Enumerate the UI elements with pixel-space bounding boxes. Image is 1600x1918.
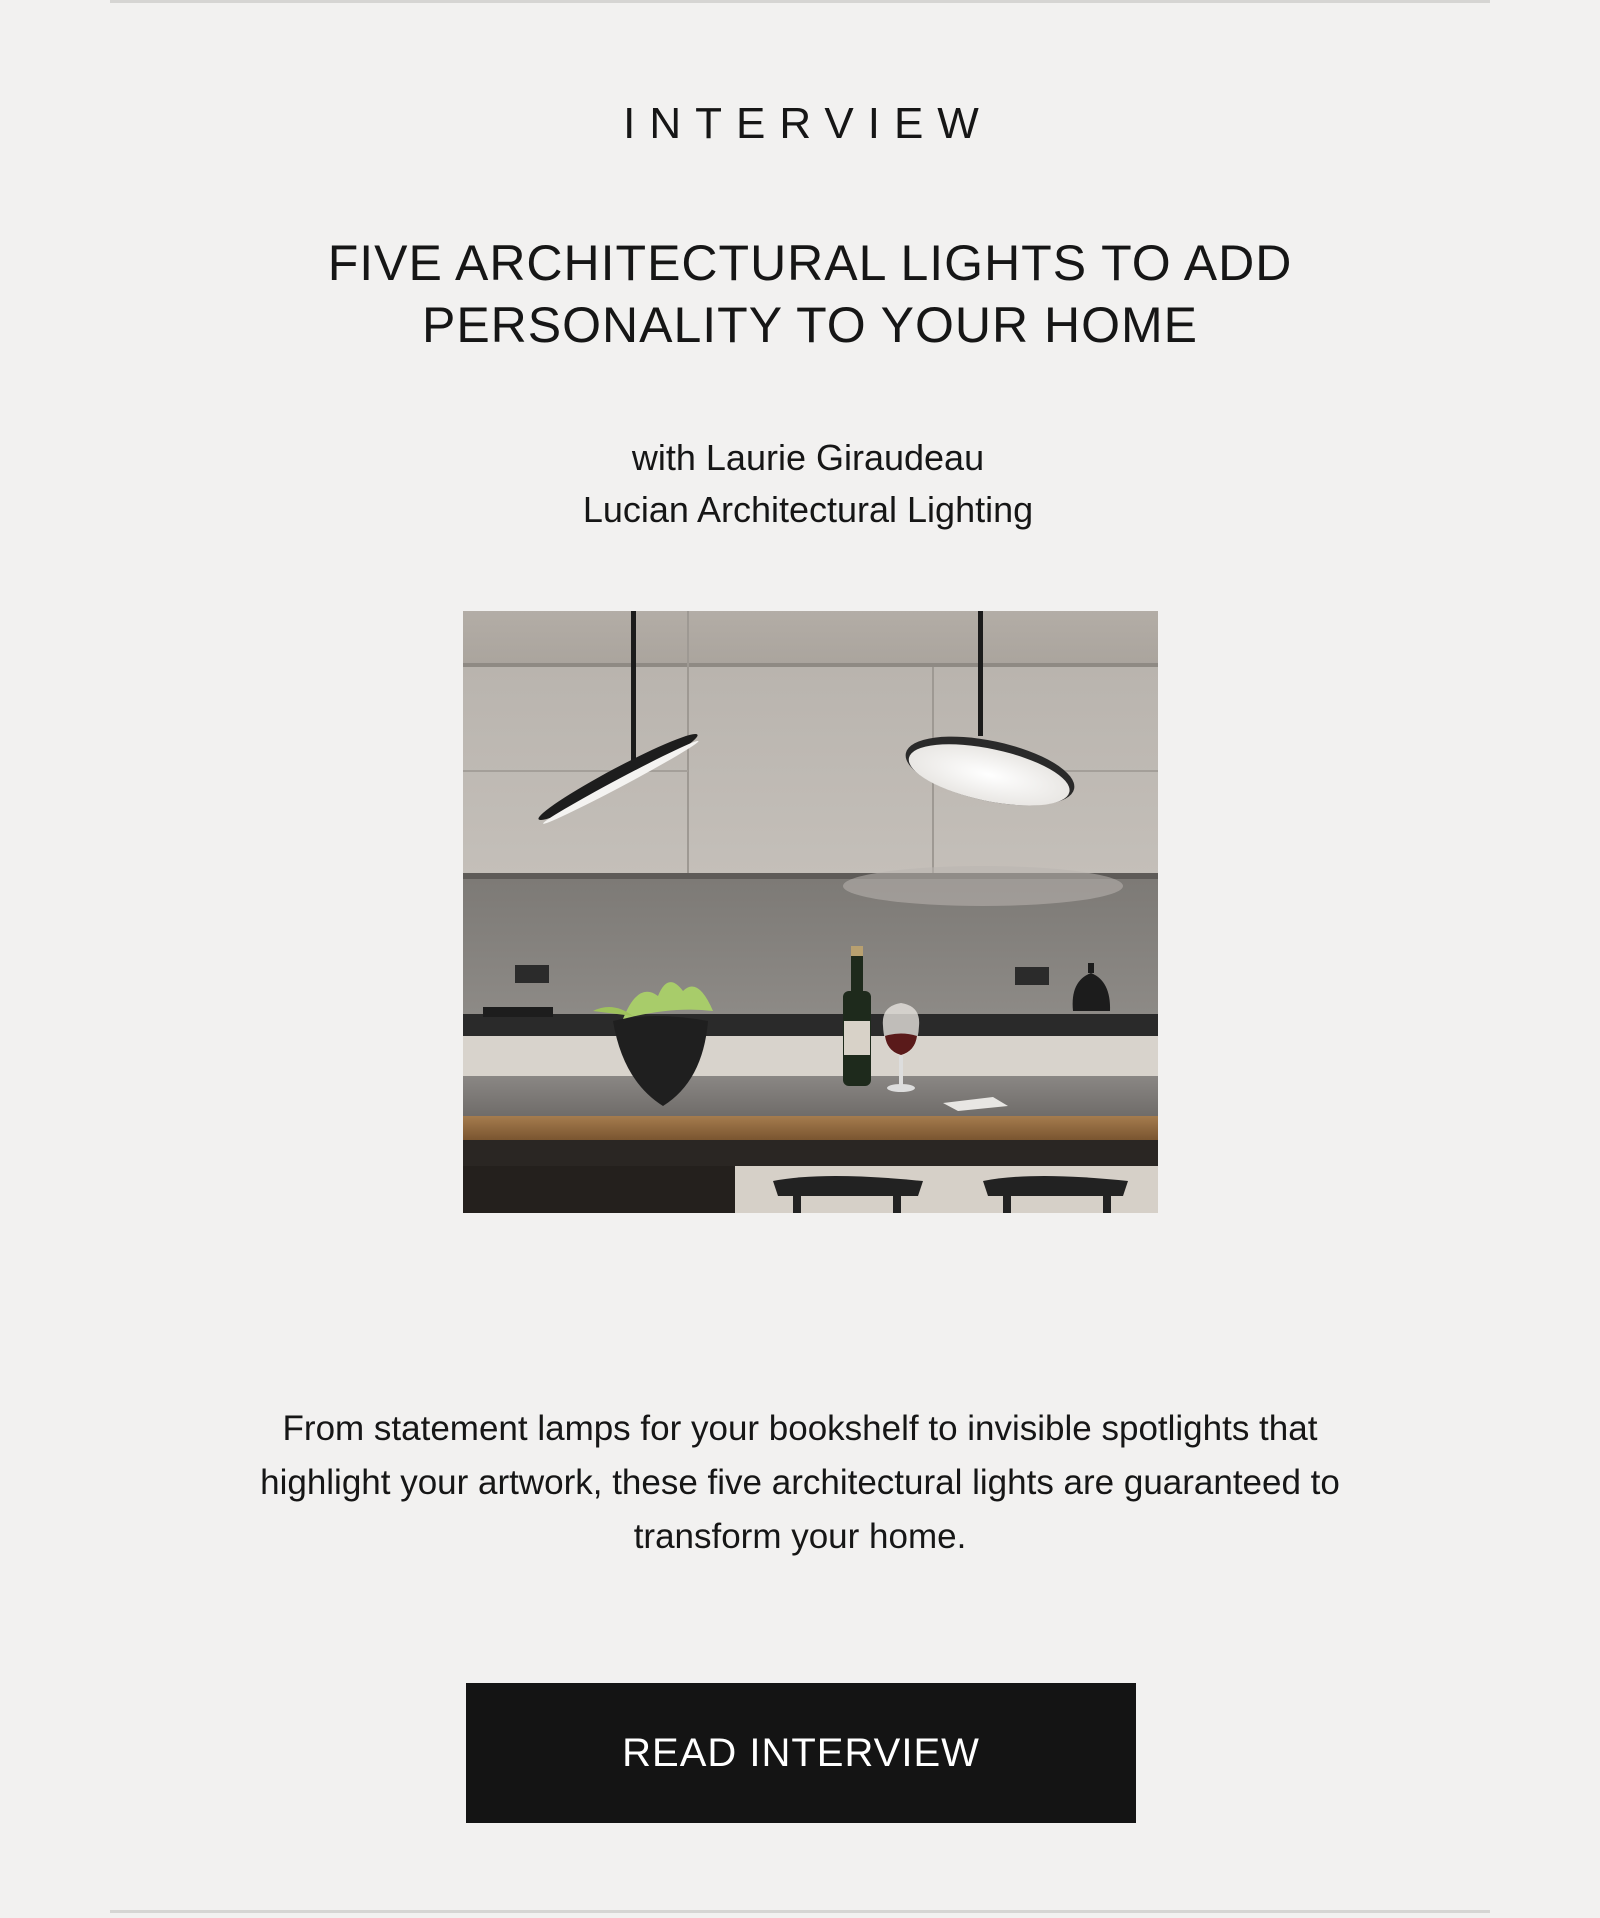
kitchen-illustration [463,611,1158,1213]
byline-company: Lucian Architectural Lighting [582,489,1034,530]
byline [0,432,1600,536]
bottom-divider [110,1910,1490,1913]
section-eyebrow: INTERVIEW [623,99,993,148]
intro-paragraph: From statement lamps for your bookshelf to invisible spotlights that highlight your artwork, these five architectural lights are guaranteed to transform your home. [260,1409,1340,1556]
article-headline: FIVE ARCHITECTURAL LIGHTS TO ADD PERSONALITY TO YOUR HOME [327,235,1293,353]
byline-author: with Laurie Giraudeau [631,437,985,478]
top-divider [110,0,1490,3]
hero-image[interactable] [463,611,1158,1213]
read-interview-button[interactable]: READ INTERVIEW [466,1683,1136,1823]
